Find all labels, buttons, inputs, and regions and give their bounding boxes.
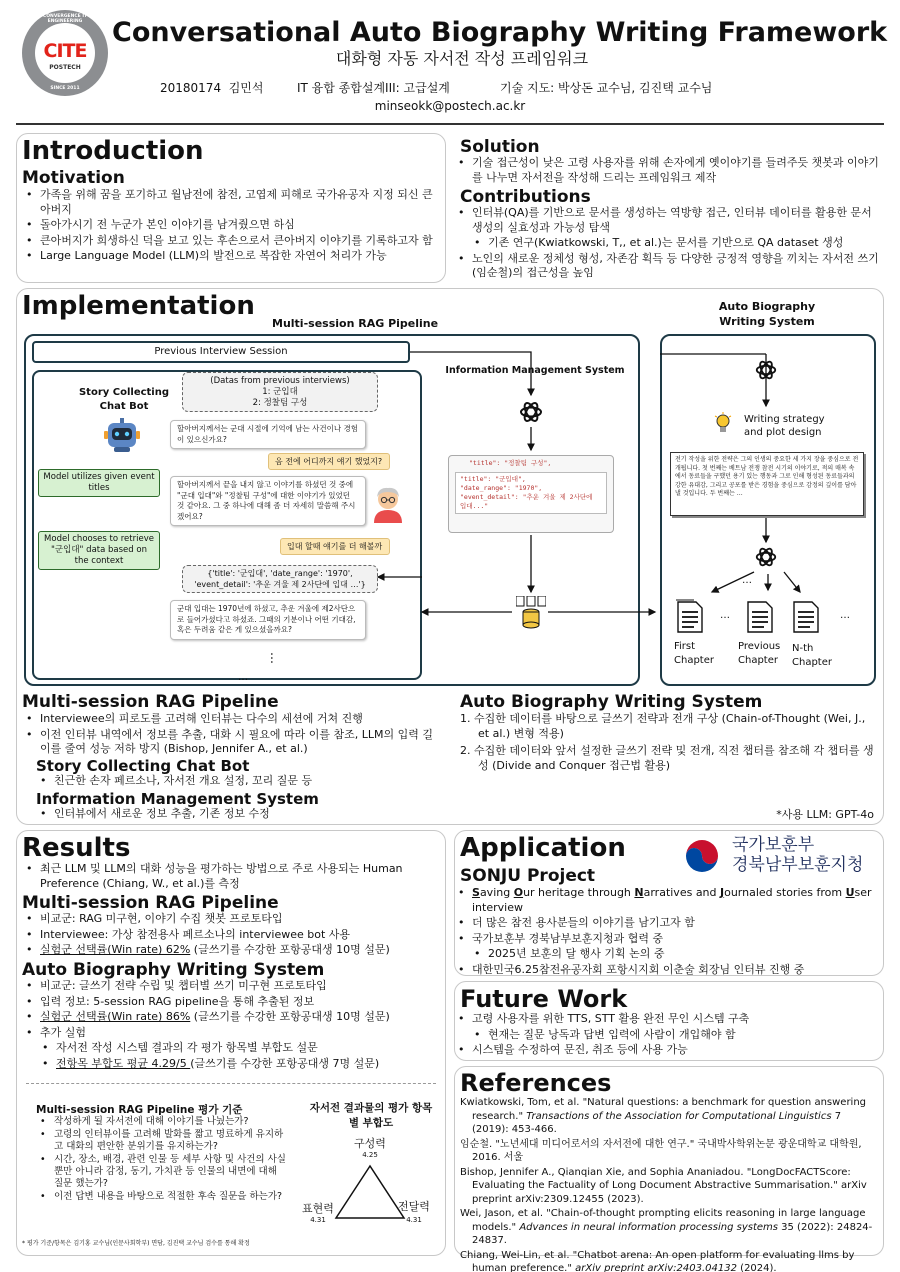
acronym-letter: J [720,886,725,899]
list-item: • 친근한 손자 페르소나, 자서전 개요 설정, 꼬리 질문 등 [36,774,436,789]
abws-section-title: Auto Biography Writing System [460,692,763,712]
win-rate: 실험군 선택률(Win rate) 62% [40,943,191,956]
list-item: 1. 수집한 데이터를 바탕으로 글쓰기 전략과 전개 구상 (Chain-of-Thought (Wei, J., et al.) 변형 적용) [460,712,866,740]
previous-session-label: Previous Interview Session [154,346,288,357]
bot-message-2: 할아버지께서 끝을 내지 않고 이야기를 하셨던 것 중에 "군대 입대"와 "정찰팀 구성"에 대한 이야기가 있었던 것 같아요. 그 중 하나에 대해 좀 더 자세히 말씀해 주시겠어요? [170,476,366,526]
acronym-text: ur heritage through [523,886,635,899]
arrow-into-abws [643,352,657,354]
reference-item: Wei, Jason, et al. "Chain-of-thought prompting elicits reasoning in large language models." Advances in neural information processing systems 35 (2022): 24824-24837. [460,1208,873,1246]
contributions-title: Contributions [460,187,591,207]
user-message-1: 음 전에 어디까지 얘기 했었지? [268,453,390,470]
reference-item: Bishop, Jennifer A., Qianqian Xie, and Sophia Ananiadou. "LongDocFACTScore: Evaluating the Factuality of Long Document Abstractive Summarisation." arXiv preprint arXiv:2309.12455 (2023). [460,1166,867,1205]
application-list [454,886,880,978]
list-item: • 시스템을 수정하여 문진, 취조 등에 사용 가능 [454,1043,880,1058]
results-abws-list [22,979,442,1072]
previous-data-item: 1: 군입대 [262,387,298,397]
json-line: "event_detail": "추운 겨울 제 2사단에 입대..." [460,493,593,510]
abws-dots: … [840,610,850,621]
list-item: • 돌아가시기 전 누군가 본인 이야기를 남겨줬으면 하심 [22,218,442,233]
application-title: Application [460,833,626,863]
abws-diagram-label: Auto Biography Writing System [718,300,816,328]
logo-year: SINCE 2011 [50,86,80,91]
document-icon [746,598,774,634]
list-item: • 가족을 위해 꿈을 포기하고 월남전에 참전, 고엽제 피해로 국가유공자 지정 되신 큰아버지 [22,188,442,217]
acronym-text: aving [479,886,514,899]
logo-mark: CITE [43,40,87,62]
acronym-letter: N [634,886,644,899]
results-pipeline-title: Multi-session RAG Pipeline [22,893,279,913]
logo [22,10,108,96]
list-item: • 비교군: RAG 미구현, 이야기 수집 챗봇 프로토타입 [22,912,442,927]
tri-right-label: 전달력 [398,1200,430,1213]
solution-list [454,156,884,186]
first-chapter-label: First Chapter [674,641,714,666]
list-item: • 입력 정보: 5-session RAG pipeline을 통해 추출된 정보 [22,995,442,1010]
abws-dots: … [742,575,752,586]
results-pipeline-list [22,912,442,959]
tri-left-label: 표현력 [302,1202,334,1215]
logo-sub: POSTECH [49,64,81,71]
list-item [22,943,442,958]
future-list [454,1012,880,1059]
list-item: • Interviewee의 피로도를 고려해 인터뷰는 다수의 세션에 거쳐 진행 [22,712,442,727]
logo-ring-text: CONVERGENCE IT ENGINEERING [42,14,88,24]
ims-list [36,807,436,823]
bot-list [36,774,436,790]
pipeline-diagram-label: Multi-session RAG Pipeline [272,317,439,330]
win-rate: 실험군 선택률(Win rate) 86% [40,1010,191,1023]
sonju-acronym [472,886,872,914]
note-retrieve-data: Model chooses to retrieve "군입대" data based on the context [38,531,160,570]
list-item: • 고령의 인터뷰이를 고려해 발화를 짧고 명료하게 유지하고 대화의 편안한 분위기를 유지하는가? [36,1129,286,1153]
future-title: Future Work [460,985,628,1013]
list-item [454,886,880,915]
user-message-2: 입대 할때 얘기를 더 해볼까 [280,538,390,555]
motivation-list [22,188,442,265]
win-rate-note: (글쓰기를 수강한 포항공대생 10명 설문) [190,1010,390,1023]
poster-title: Conversational Auto Biography Writing Framework [112,17,888,48]
acronym-text: ser interview [472,886,872,914]
email: minseokk@postech.ac.kr [374,99,526,113]
chat-more-dots: … [268,652,282,664]
reference-item: 임순철. "노년세대 미디어로서의 자서전에 대한 연구." 국내박사학위논문 광운대학교 대학원, 2016. 서울 [460,1138,862,1163]
pipeline-list [22,712,442,758]
bot-message-3: 군대 입대는 1970년에 하셨고, 추운 겨울에 제2사단으로 들어가셨다고 하셨죠. 그때의 기분이나 어떤 기대감, 혹은 두려움 같은 게 있으셨을까요? [170,600,366,640]
criteria-footnote: * 평가 기준/항목은 김기홍 교수님(인문사회학부) 면담, 김진택 교수님 검수를 통해 확정 [22,1240,250,1247]
bot-section-title: Story Collecting Chat Bot [36,757,250,775]
list-item: • 현재는 질문 낭독과 답변 입력에 사람이 개입해야 함 [454,1028,880,1043]
list-item: • 이전 인터뷰 내역에서 정보를 추출, 대화 시 필요에 따라 이를 참조, LLM의 입력 길이를 줄여 성능 저하 방지 (Bishop, Jennifer A., et al.) [22,728,442,757]
contributions-list [454,206,884,282]
previous-data-header: (Datas from previous interviews) [210,376,350,386]
list-item: • 더 많은 참전 용사분들의 이야기를 남기고자 함 [454,916,880,931]
agency-branch: 경북남부보훈지청 [732,855,864,875]
list-item: • 시간, 장소, 배경, 관련 인물 등 세부 사항 및 사건의 사실 뿐만 아니라 감정, 동기, 가치관 등 인물의 내면에 대해 질문 했는가? [36,1154,286,1190]
list-item: • 국가보훈부 경북남부보훈지청과 협력 중 [454,932,880,947]
list-item: • 추가 실험 [22,1026,442,1041]
list-item: • 자서전 작성 시스템 결과의 각 평가 항목별 부합도 설문 [22,1041,442,1056]
ims-section-title: Information Management System [36,790,319,808]
list-item: 2. 수집한 데이터와 앞서 설정한 글쓰기 전략 및 전개, 직전 챕터를 참조해 각 챕터를 생성 (Divide and Conquer 접근법 활용) [460,744,874,772]
list-item: • 인터뷰에서 새로운 정보 추출, 기존 정보 수정 [36,807,436,822]
acronym-text: arratives and [643,886,721,899]
abws-dots: … [720,610,730,621]
list-item [22,1057,442,1072]
poster-subtitle: 대화형 자동 자서전 작성 프레임워크 [335,49,589,68]
tri-left-value: 4.31 [310,1216,326,1224]
document-icon [792,598,820,634]
ims-label: Information Management System [445,365,625,376]
list-item: • 고령 사용자를 위한 TTS, STT 활용 완전 무인 시스템 구축 [454,1012,880,1027]
score-average: 전항목 부합도 평균 4.29/5 [56,1056,191,1070]
tri-right-value: 4.31 [406,1216,422,1224]
list-item: • 인터뷰(QA)를 기반으로 문서를 생성하는 역방향 접근, 인터뷰 데이터를 활용한 문서 생성의 실효성과 가능성 탐색 [454,206,884,235]
retrieved-line: 'event_detail': '추운 겨울 제 2사단에 입대 …'} [194,579,366,589]
json-line: "date_range": "1970", [460,484,543,492]
score-note: (글쓰기를 수강한 포항공대생 7명 설문) [190,1056,380,1070]
story-bot-label: Story Collecting Chat Bot [78,387,170,412]
course-name: IT 융합 종합설계III: 고급설계 [297,81,450,95]
references-list [460,1096,880,1272]
llm-note: *사용 LLM: GPT-4o [776,808,874,821]
abws-arrows [660,334,876,634]
results-title: Results [22,833,131,863]
criteria-title: Multi-session RAG Pipeline 평가 기준 [36,1104,243,1116]
results-divider [26,1083,436,1084]
list-item [22,1010,442,1025]
retrieved-line: {'title': '군입대', 'date_range': '1970', [207,569,353,578]
solution-title: Solution [460,137,540,157]
list-item: • 큰아버지가 희생하신 덕을 보고 있는 후손으로서 큰아버지 이야기를 기록하고자 함 [22,234,442,249]
json-line: "title": "정찰팀 구성", [469,459,552,467]
tri-top-value: 4.25 [362,1151,378,1159]
references-title: References [460,1069,612,1097]
list-item: • 기존 연구(Kwiatkowski, T,, et al.)는 문서를 기반으로 QA dataset 생성 [454,236,884,251]
list-item: • Interviewee: 가상 참전용사 페르소나의 interviewee bot 사용 [22,928,442,943]
project-title: SONJU Project [460,866,596,886]
strategy-text-box: 전기 작성을 위한 전략은 그의 인생의 중요한 세 가지 장을 중심으로 전개됩니다. 첫 번째는 베트남 전쟁 참전 시기의 이야기로, 적의 매복 속에서 동료들을 구했던 용기 있는 행동과 그로 인해 형성된 동료들과의 강한 유대감, 그리고 공포를 받은 경험을 중심으로 감정의 깊이를 담아낼 것입니다. 두 번째는 … [670,452,864,516]
win-rate-note: (글쓰기를 수강한 포항공대생 10명 설문) [190,943,390,956]
triangle-chart-title: 자서전 결과물의 평가 항목별 부합도 [309,1102,433,1129]
nth-chapter-label: N-th Chapter [792,643,832,668]
list-item: • 작성하게 될 자서전에 대해 이야기를 나눴는가? [36,1116,286,1128]
acronym-letter: O [513,886,524,899]
reference-item: Kwiatkowski, Tom, et al. "Natural questions: a benchmark for question answering research." Transactions of the Association for Computational Linguistics 7 (2019): 453-466. [460,1097,867,1135]
introduction-title: Introduction [22,136,204,166]
motivation-title: Motivation [22,168,125,188]
list-item: • 이전 답변 내용을 바탕으로 적절한 후속 질문을 하는가? [36,1191,286,1203]
agency-name: 국가보훈부 [732,835,815,855]
document-icon [676,598,704,634]
pipeline-section-title: Multi-session RAG Pipeline [22,692,279,712]
chat-more-dots: … [238,672,248,683]
author-id: 20180174 김민석 [160,81,264,95]
abws-list [460,712,878,773]
bot-message-1: 할아버지께서는 군대 시절에 기억에 남는 사건이나 경험이 있으신가요? [170,420,366,449]
list-item: • 비교군: 글쓰기 전략 수립 및 챕터별 쓰기 미구현 프로토타입 [22,979,442,994]
list-item: • 노인의 새로운 정체성 형성, 자존감 획득 등 다양한 긍정적 영향을 끼치는 자서전 쓰기(임순철)의 접근성을 높임 [454,252,884,281]
reference-item: Chiang, Wei-Lin, et al. "Chatbot arena: An open platform for evaluating llms by human preference." arXiv preprint arXiv:2403.04132 (2024). [460,1249,855,1272]
list-item: • 2025년 보훈의 달 행사 기획 논의 중 [454,947,880,962]
acronym-letter: S [472,886,480,899]
results-abws-title: Auto Biography Writing System [22,960,325,980]
tri-top-label: 구성력 [354,1137,386,1150]
acronym-letter: U [845,886,855,899]
results-intro-list [22,862,442,892]
strategy-label: Writing strategy and plot design [744,414,825,438]
note-event-titles: Model utilizes given event titles [38,469,160,497]
header-rule [16,123,884,125]
pipeline-arrows [0,290,660,690]
previous-chapter-label: Previous Chapter [738,641,781,666]
acronym-text: ournaled stories from [724,886,846,899]
implementation-title: Implementation [22,291,255,321]
advisors: 기술 지도: 박상돈 교수님, 김진택 교수님 [500,81,713,95]
list-item: • Large Language Model (LLM)의 발전으로 복잡한 자연어 처리가 가능 [22,249,442,264]
json-line: "title": "군입대", [460,475,526,483]
list-item: • 기술 접근성이 낮은 고령 사용자를 위해 손자에게 옛이야기를 들려주듯 챗봇과 이야기를 나누면 자서전을 작성해 드리는 프레임워크 제작 [454,156,884,185]
list-item: • 최근 LLM 및 LLM의 대화 성능을 평가하는 방법으로 주로 사용되는 Human Preference (Chiang, W., et al.)를 측정 [22,862,442,891]
taegeuk-logo-icon [682,836,722,876]
criteria-list [36,1116,286,1204]
list-item: • 대한민국6.25참전유공자회 포항시지회 이춘술 회장님 인터뷰 진행 중 [454,963,880,978]
previous-data-item: 2: 정찰팀 구성 [252,398,308,408]
